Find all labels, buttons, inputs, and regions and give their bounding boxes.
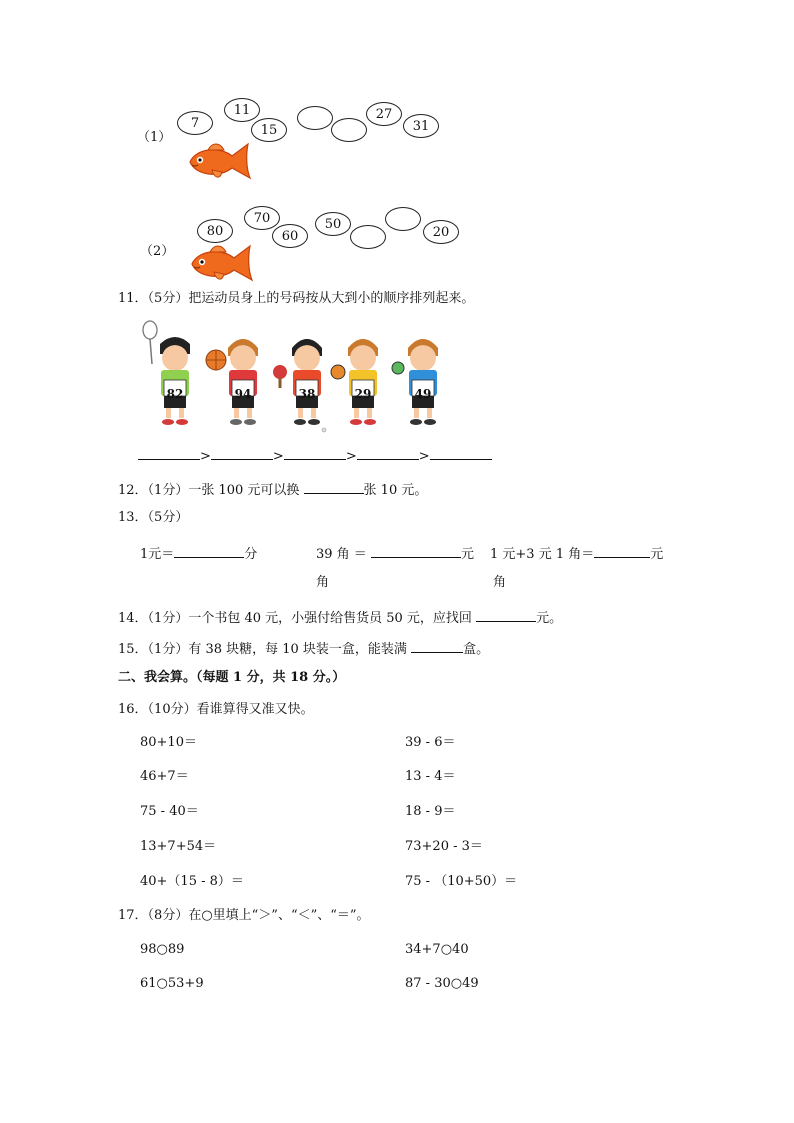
calc-item: 40+（15 - 8）＝ — [140, 874, 244, 889]
answer-blank[interactable] — [174, 544, 244, 558]
seq2-bubble: 80 — [197, 219, 233, 243]
calc-item: 13 - 4＝ — [405, 769, 456, 784]
calc-item: 13+7+54＝ — [140, 839, 217, 854]
calc-item: 18 - 9＝ — [405, 804, 456, 819]
compare-item: 87 - 30○49 — [405, 976, 479, 991]
q11-text: 11．（5分）把运动员身上的号码按从大到小的顺序排列起来。 — [118, 291, 475, 306]
answer-blank[interactable] — [211, 446, 273, 460]
q13-c-unit2: 角 — [493, 575, 507, 590]
calc-item: 75 - 40＝ — [140, 804, 199, 819]
seq2-bubble: 20 — [423, 220, 459, 244]
bib-number: 82 — [166, 387, 184, 401]
seq1-label: （1） — [137, 130, 172, 145]
q14: 14．（1分）一个书包 40 元，小强付给售货员 50 元，应找回 元。 — [118, 608, 562, 627]
seq1-bubble: 15 — [251, 118, 287, 142]
answer-blank[interactable] — [357, 446, 419, 460]
q11-answer-row: > > > > — [138, 446, 492, 465]
seq2-bubble: 50 — [315, 212, 351, 236]
compare-item: 34+7○40 — [405, 942, 469, 957]
goldfish-icon — [188, 242, 256, 284]
answer-blank[interactable] — [430, 446, 492, 460]
q13-c: 1 元+3 元 1 角＝ 元 — [490, 544, 663, 563]
athlete-38 — [292, 339, 326, 432]
athlete-82 — [160, 337, 190, 425]
q13-b-unit2: 角 — [316, 575, 330, 590]
answer-blank[interactable] — [138, 446, 200, 460]
q13-a: 1元＝ 分 — [140, 544, 257, 563]
compare-item: 98○89 — [140, 942, 185, 957]
athlete-29 — [348, 339, 378, 425]
racket-icon — [143, 321, 157, 364]
seq1-bubble-blank[interactable] — [297, 106, 333, 130]
answer-blank[interactable] — [594, 544, 650, 558]
bib-number: 94 — [234, 387, 252, 401]
goldfish-icon — [186, 140, 254, 182]
answer-blank[interactable] — [411, 639, 463, 653]
seq2-bubble-blank[interactable] — [350, 225, 386, 249]
seq1-bubble: 7 — [177, 111, 213, 135]
seq2-bubble: 70 — [244, 206, 280, 230]
q12: 12．（1分）一张 100 元可以换 张 10 元。 — [118, 480, 427, 499]
athlete-49 — [408, 339, 438, 425]
q15: 15．（1分）有 38 块糖，每 10 块装一盒，能装满 盒。 — [118, 639, 489, 658]
q13-b: 39 角 ＝ 元 — [316, 544, 474, 563]
seq2-bubble: 60 — [272, 224, 308, 248]
seq1-bubble: 11 — [224, 98, 260, 122]
q13-text: 13．（5分） — [118, 510, 189, 525]
athlete-94 — [228, 339, 258, 425]
bib-number: 29 — [354, 387, 372, 401]
section2-title: 二、我会算。（每题 1 分，共 18 分。） — [118, 670, 346, 685]
compare-item: 61○53+9 — [140, 976, 204, 991]
calc-item: 39 - 6＝ — [405, 735, 456, 750]
seq2-bubble-blank[interactable] — [385, 207, 421, 231]
seq1-bubble-blank[interactable] — [331, 118, 367, 142]
calc-item: 46+7＝ — [140, 769, 189, 784]
seq1-bubble: 31 — [403, 114, 439, 138]
paddle-icon — [273, 365, 287, 379]
q16-text: 16．（10分）看谁算得又准又快。 — [118, 702, 314, 717]
athletes-illustration — [140, 318, 440, 436]
seq2-label: （2） — [140, 244, 175, 259]
ball-icon — [331, 365, 345, 379]
answer-blank[interactable] — [371, 544, 461, 558]
calc-item: 80+10＝ — [140, 735, 197, 750]
bib-number: 49 — [414, 387, 432, 401]
calc-item: 73+20 - 3＝ — [405, 839, 483, 854]
answer-blank[interactable] — [304, 480, 364, 494]
soccer-ball-icon — [392, 362, 404, 374]
bib-number: 38 — [298, 387, 316, 401]
seq1-bubble: 27 — [366, 102, 402, 126]
calc-item: 75 - （10+50）＝ — [405, 874, 518, 889]
answer-blank[interactable] — [284, 446, 346, 460]
q17-text: 17．（8分）在○里填上“＞”、“＜”、“＝”。 — [118, 908, 370, 923]
answer-blank[interactable] — [476, 608, 536, 622]
